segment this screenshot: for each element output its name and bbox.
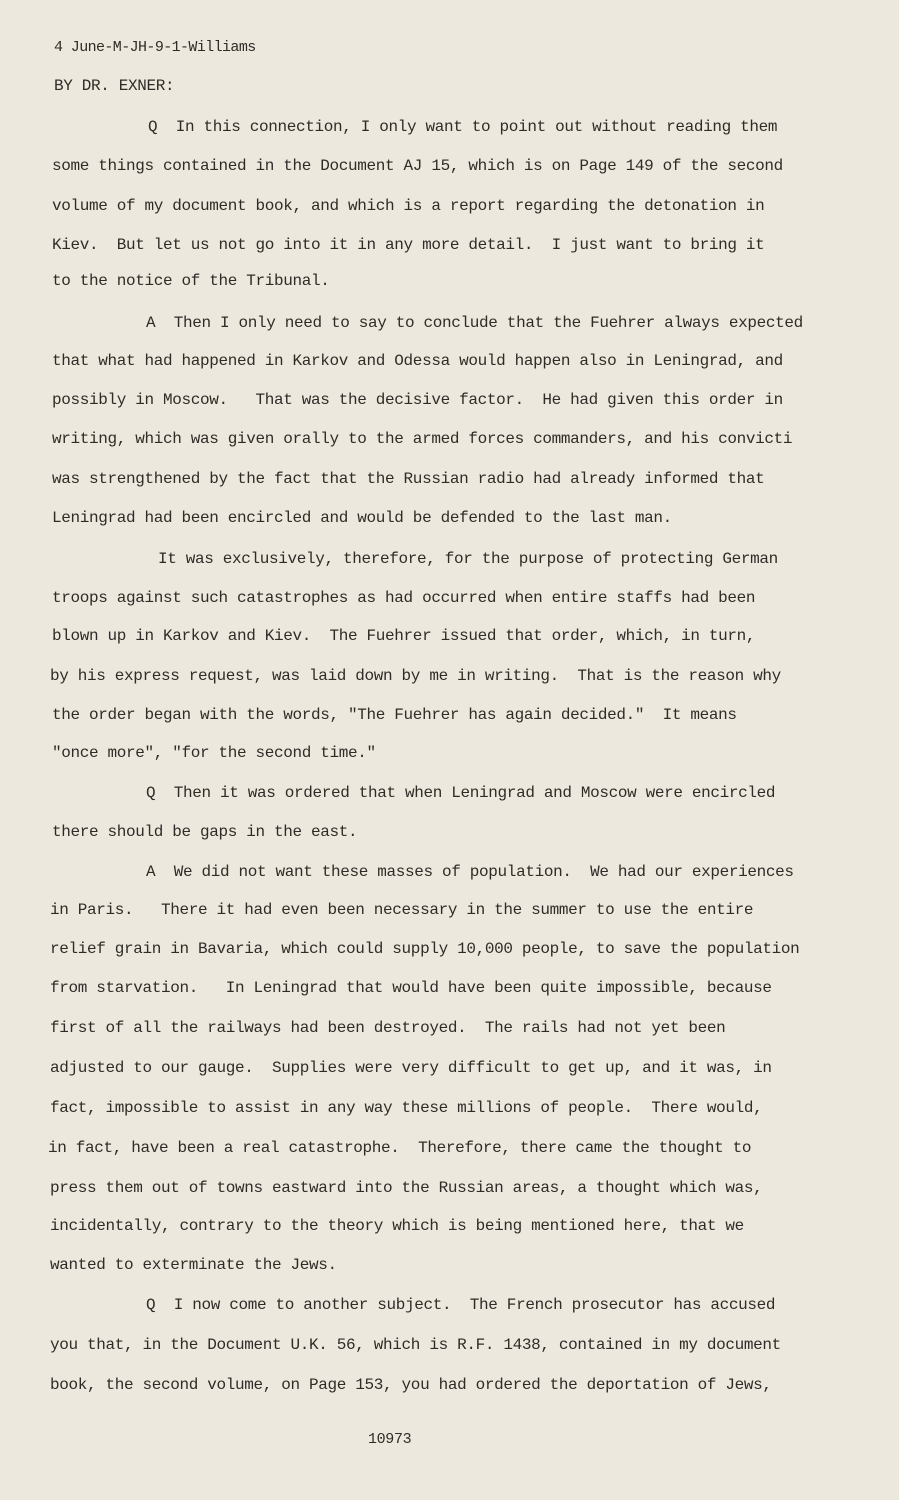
text-line: in fact, have been a real catastrophe. Therefore, there came the thought to (48, 1139, 752, 1157)
text-line: wanted to exterminate the Jews. (50, 1256, 337, 1274)
header-reference: 4 June-M-JH-9-1-Williams (54, 39, 256, 56)
text-line: from starvation. In Leningrad that would have been quite impossible, because (50, 979, 772, 997)
text-line: troops against such catastrophes as had occurred when entire staffs had been (52, 589, 756, 607)
text-line: press them out of towns eastward into the Russian areas, a thought which was, (50, 1179, 763, 1197)
text-line: A Then I only need to say to conclude that the Fuehrer always expected (146, 314, 803, 332)
text-line: Q Then it was ordered that when Leningrad and Moscow were encircled (146, 784, 776, 802)
text-line: incidentally, contrary to the theory which is being mentioned here, that we (50, 1217, 744, 1235)
text-line: possibly in Moscow. That was the decisive factor. He had given this order in (52, 391, 783, 409)
page-number: 10973 (368, 1431, 412, 1448)
text-line: It was exclusively, therefore, for the purpose of protecting German (158, 550, 778, 568)
text-line: Leningrad had been encircled and would be defended to the last man. (52, 509, 672, 527)
text-line: first of all the railways had been destroyed. The rails had not yet been (50, 1019, 726, 1037)
text-line: blown up in Karkov and Kiev. The Fuehrer issued that order, which, in turn, (52, 627, 756, 645)
text-line: relief grain in Bavaria, which could supply 10,000 people, to save the population (50, 940, 800, 958)
text-line: A We did not want these masses of population. We had our experiences (146, 863, 794, 881)
text-line: volume of my document book, and which is a report regarding the detonation in (52, 197, 765, 215)
text-line: adjusted to our gauge. Supplies were very difficult to get up, and it was, in (50, 1059, 772, 1077)
text-line: Q I now come to another subject. The French prosecutor has accused (146, 1296, 776, 1314)
examiner-heading: BY DR. EXNER: (54, 77, 175, 95)
text-line: Q In this connection, I only want to point out without reading them (148, 118, 778, 136)
text-line: book, the second volume, on Page 153, you had ordered the deportation of Jews, (50, 1376, 772, 1394)
text-line: by his express request, was laid down by me in writing. That is the reason why (50, 667, 781, 685)
text-line: "once more", "for the second time." (52, 744, 376, 762)
text-line: to the notice of the Tribunal. (52, 272, 330, 290)
text-line: there should be gaps in the east. (52, 823, 358, 841)
text-line: some things contained in the Document AJ 15, which is on Page 149 of the second (52, 157, 783, 175)
text-line: was strengthened by the fact that the Russian radio had already informed that (52, 470, 765, 488)
text-line: in Paris. There it had even been necessary in the summer to use the entire (50, 901, 754, 919)
text-line: you that, in the Document U.K. 56, which is R.F. 1438, contained in my document (50, 1336, 781, 1354)
text-line: Kiev. But let us not go into it in any more detail. I just want to bring it (52, 236, 765, 254)
text-line: writing, which was given orally to the armed forces commanders, and his convicti (52, 430, 793, 448)
text-line: that what had happened in Karkov and Odessa would happen also in Leningrad, and (52, 352, 783, 370)
text-line: fact, impossible to assist in any way these millions of people. There would, (50, 1099, 763, 1117)
text-line: the order began with the words, "The Fuehrer has again decided." It means (52, 706, 737, 724)
